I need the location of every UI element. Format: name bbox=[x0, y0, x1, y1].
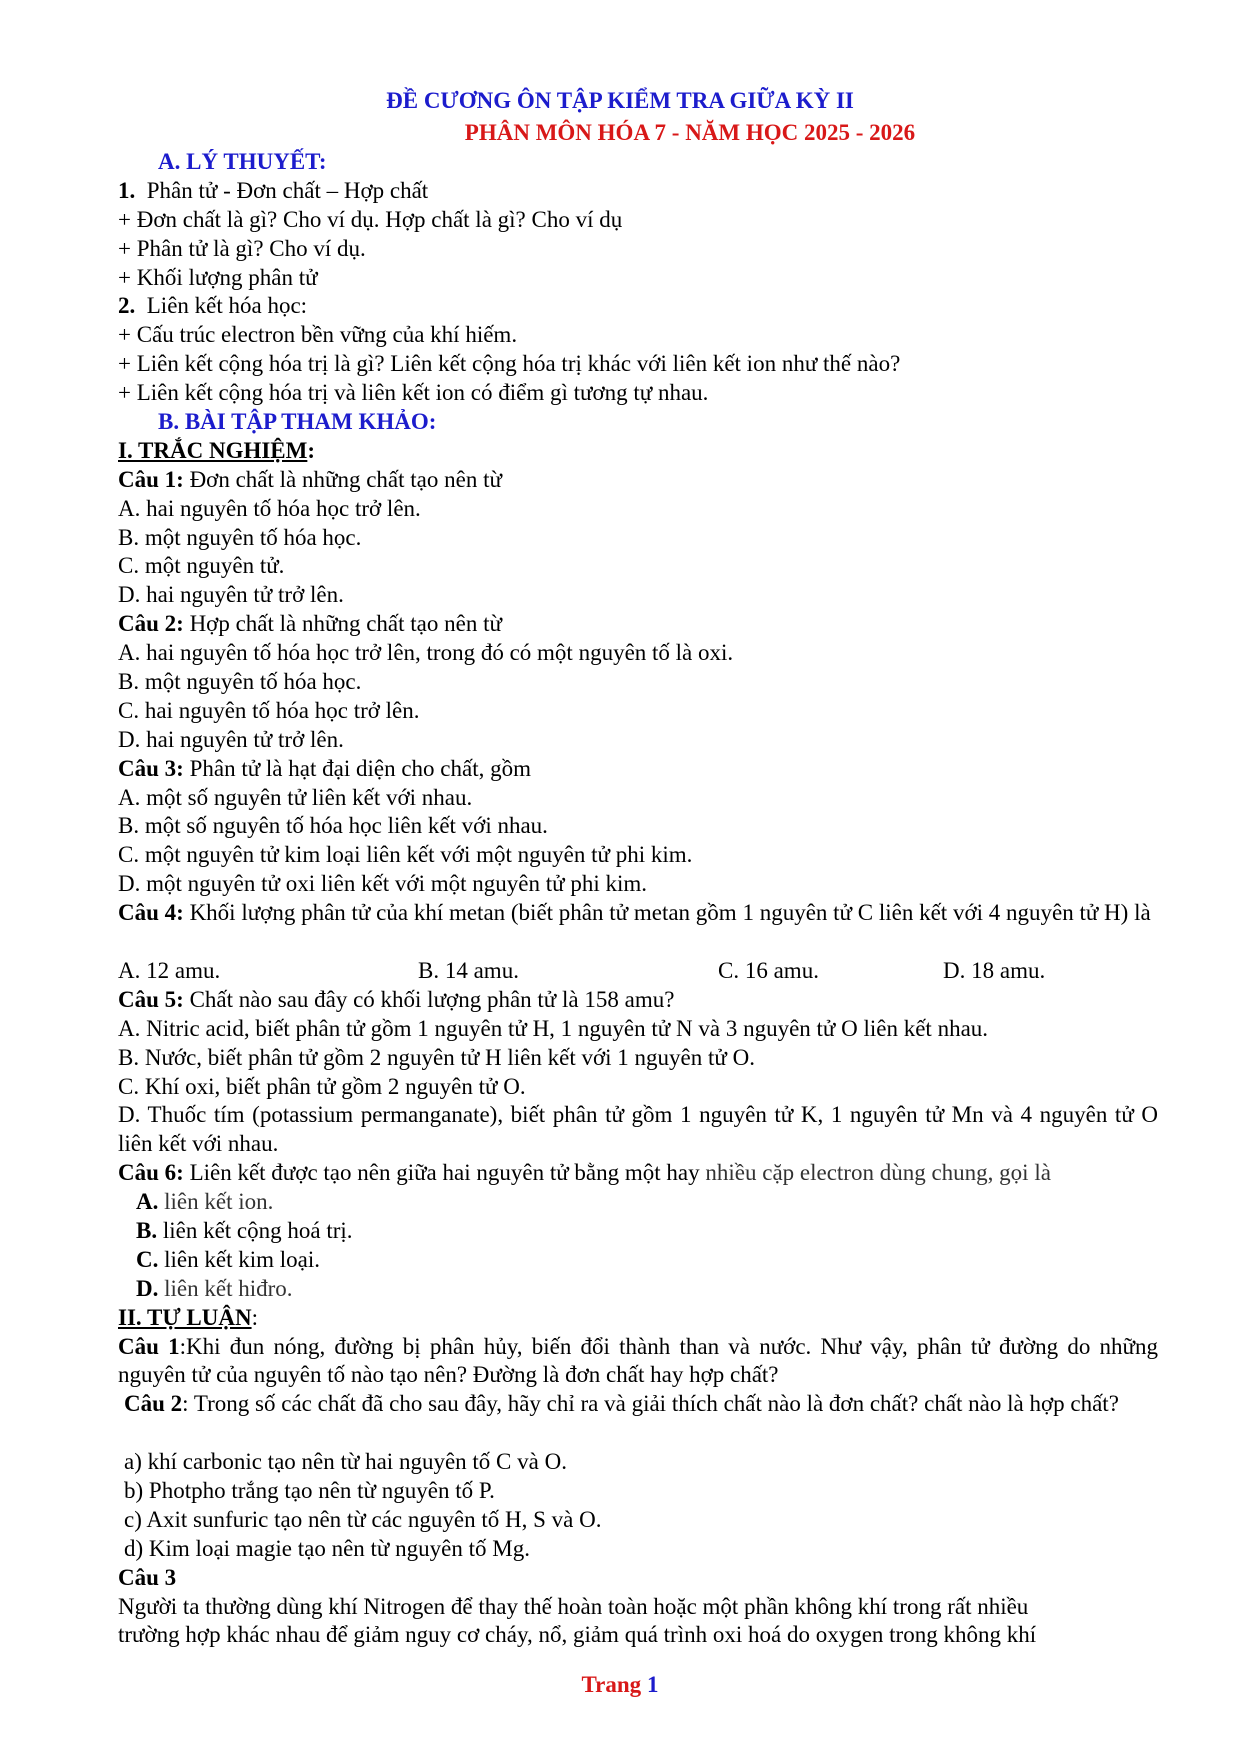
footer-label: Trang bbox=[581, 1672, 642, 1697]
answer-option: A. liên kết ion. bbox=[136, 1189, 274, 1215]
topic-line: + Liên kết cộng hóa trị là gì? Liên kết cộng hóa trị khác với liên kết ion như thế nào? bbox=[118, 351, 901, 377]
essay-question-3: Câu 3 bbox=[118, 1564, 177, 1590]
question-3: Câu 3: Phân tử là hạt đại diện cho chất, gồm bbox=[118, 755, 531, 781]
answer-option: A. một số nguyên tử liên kết với nhau. bbox=[118, 784, 473, 810]
question-6: Câu 6: Liên kết được tạo nên giữa hai nguyên tử bằng một hay nhiều cặp electron dùng chung, gọi là bbox=[118, 1160, 1051, 1186]
answer-option: D. 18 amu. bbox=[943, 957, 1046, 983]
topic-1: 1. Phân tử - Đơn chất – Hợp chất bbox=[118, 177, 429, 203]
essay-text-line: Người ta thường dùng khí Nitrogen để thay thế hoàn toàn hoặc một phần không khí trong rất nhiều bbox=[118, 1593, 1029, 1619]
answer-option: D. liên kết hiđro. bbox=[136, 1275, 293, 1301]
question-5: Câu 5: Chất nào sau đây có khối lượng phân tử là 158 amu? bbox=[118, 986, 675, 1012]
essay-text-line: trường hợp khác nhau để giảm nguy cơ cháy, nổ, giảm quá trình oxi hoá do oxygen trong không khí bbox=[118, 1622, 1037, 1648]
answer-option: B. một số nguyên tố hóa học liên kết với nhau. bbox=[118, 813, 548, 839]
topic-line: + Khối lượng phân tử bbox=[118, 264, 318, 290]
answer-option: C. một nguyên tử. bbox=[118, 553, 285, 579]
essay-item: c) Axit sunfuric tạo nên từ các nguyên tố H, S và O. bbox=[124, 1506, 602, 1532]
page-footer bbox=[0, 1672, 1240, 1698]
answer-option: A. 12 amu. bbox=[118, 957, 221, 983]
question-1: Câu 1: Đơn chất là những chất tạo nên từ bbox=[118, 466, 502, 492]
answer-option: C. hai nguyên tố hóa học trở lên. bbox=[118, 697, 420, 723]
question-4: Câu 4: Khối lượng phân tử của khí metan (biết phân tử metan gồm 1 nguyên tử C liên kết với 4 nguyên tử H) là bbox=[118, 900, 1151, 926]
answer-row bbox=[118, 957, 1158, 986]
answer-option: B. 14 amu. bbox=[418, 957, 519, 983]
document-subtitle: PHÂN MÔN HÓA 7 - NĂM HỌC 2025 - 2026 bbox=[464, 120, 916, 145]
answer-option: C. một nguyên tử kim loại liên kết với một nguyên tử phi kim. bbox=[118, 842, 693, 868]
topic-line: + Phân tử là gì? Cho ví dụ. bbox=[118, 235, 366, 261]
answer-option: B. Nước, biết phân tử gồm 2 nguyên tử H liên kết với 1 nguyên tử O. bbox=[118, 1044, 755, 1070]
answer-option: D. Thuốc tím (potassium permanganate), biết phân tử gồm 1 nguyên tử K, 1 nguyên tử Mn và 4 nguyên tử O liên kết với nhau. bbox=[118, 1102, 1158, 1157]
part-1-heading: I. TRẮC NGHIỆM: bbox=[118, 437, 316, 463]
section-b-heading: B. BÀI TẬP THAM KHẢO: bbox=[158, 409, 437, 435]
answer-option: A. hai nguyên tố hóa học trở lên, trong đó có một nguyên tố là oxi. bbox=[118, 640, 734, 666]
answer-option: A. Nitric acid, biết phân tử gồm 1 nguyên tử H, 1 nguyên tử N và 3 nguyên tử O liên kết nhau. bbox=[118, 1015, 989, 1041]
essay-question-2: Câu 2: Trong số các chất đã cho sau đây, hãy chỉ ra và giải thích chất nào là đơn chất? chất nào là hợp chất? bbox=[124, 1391, 1119, 1417]
essay-item: b) Photpho trắng tạo nên từ nguyên tố P. bbox=[124, 1478, 495, 1504]
answer-option: D. hai nguyên tử trở lên. bbox=[118, 726, 344, 752]
topic-line: + Cấu trúc electron bền vững của khí hiếm. bbox=[118, 322, 518, 348]
answer-option: D. một nguyên tử oxi liên kết với một nguyên tử phi kim. bbox=[118, 871, 647, 897]
part-2-heading: II. TỰ LUẬN: bbox=[118, 1304, 258, 1330]
topic-line: + Đơn chất là gì? Cho ví dụ. Hợp chất là gì? Cho ví dụ bbox=[118, 206, 623, 232]
page-number: 1 bbox=[646, 1672, 659, 1697]
section-a-heading: A. LÝ THUYẾT: bbox=[158, 149, 327, 174]
answer-option: C. Khí oxi, biết phân tử gồm 2 nguyên tử O. bbox=[118, 1073, 526, 1099]
topic-line: + Liên kết cộng hóa trị và liên kết ion có điểm gì tương tự nhau. bbox=[118, 380, 709, 406]
essay-item: a) khí carbonic tạo nên từ hai nguyên tố C và O. bbox=[124, 1449, 567, 1475]
topic-2: 2. Liên kết hóa học: bbox=[118, 293, 308, 319]
question-2: Câu 2: Hợp chất là những chất tạo nên từ bbox=[118, 611, 502, 637]
essay-item: d) Kim loại magie tạo nên từ nguyên tố Mg. bbox=[124, 1535, 530, 1561]
answer-option: B. một nguyên tố hóa học. bbox=[118, 524, 362, 550]
answer-option: B. liên kết cộng hoá trị. bbox=[136, 1217, 353, 1243]
answer-option: C. 16 amu. bbox=[718, 957, 819, 983]
essay-question-1: Câu 1:Khi đun nóng, đường bị phân hủy, biến đổi thành than và nước. Như vậy, phân tử đường do những nguyên tử của nguyên tố nào tạo nên? Đường là đơn chất hay hợp chất? bbox=[118, 1333, 1158, 1388]
answer-option: C. liên kết kim loại. bbox=[136, 1246, 320, 1272]
answer-option: B. một nguyên tố hóa học. bbox=[118, 669, 362, 695]
answer-option: A. hai nguyên tố hóa học trở lên. bbox=[118, 495, 421, 521]
answer-option: D. hai nguyên tử trở lên. bbox=[118, 582, 344, 608]
document-title: ĐỀ CƯƠNG ÔN TẬP KIỂM TRA GIỮA KỲ II bbox=[386, 88, 854, 113]
document-body bbox=[118, 148, 1158, 1650]
